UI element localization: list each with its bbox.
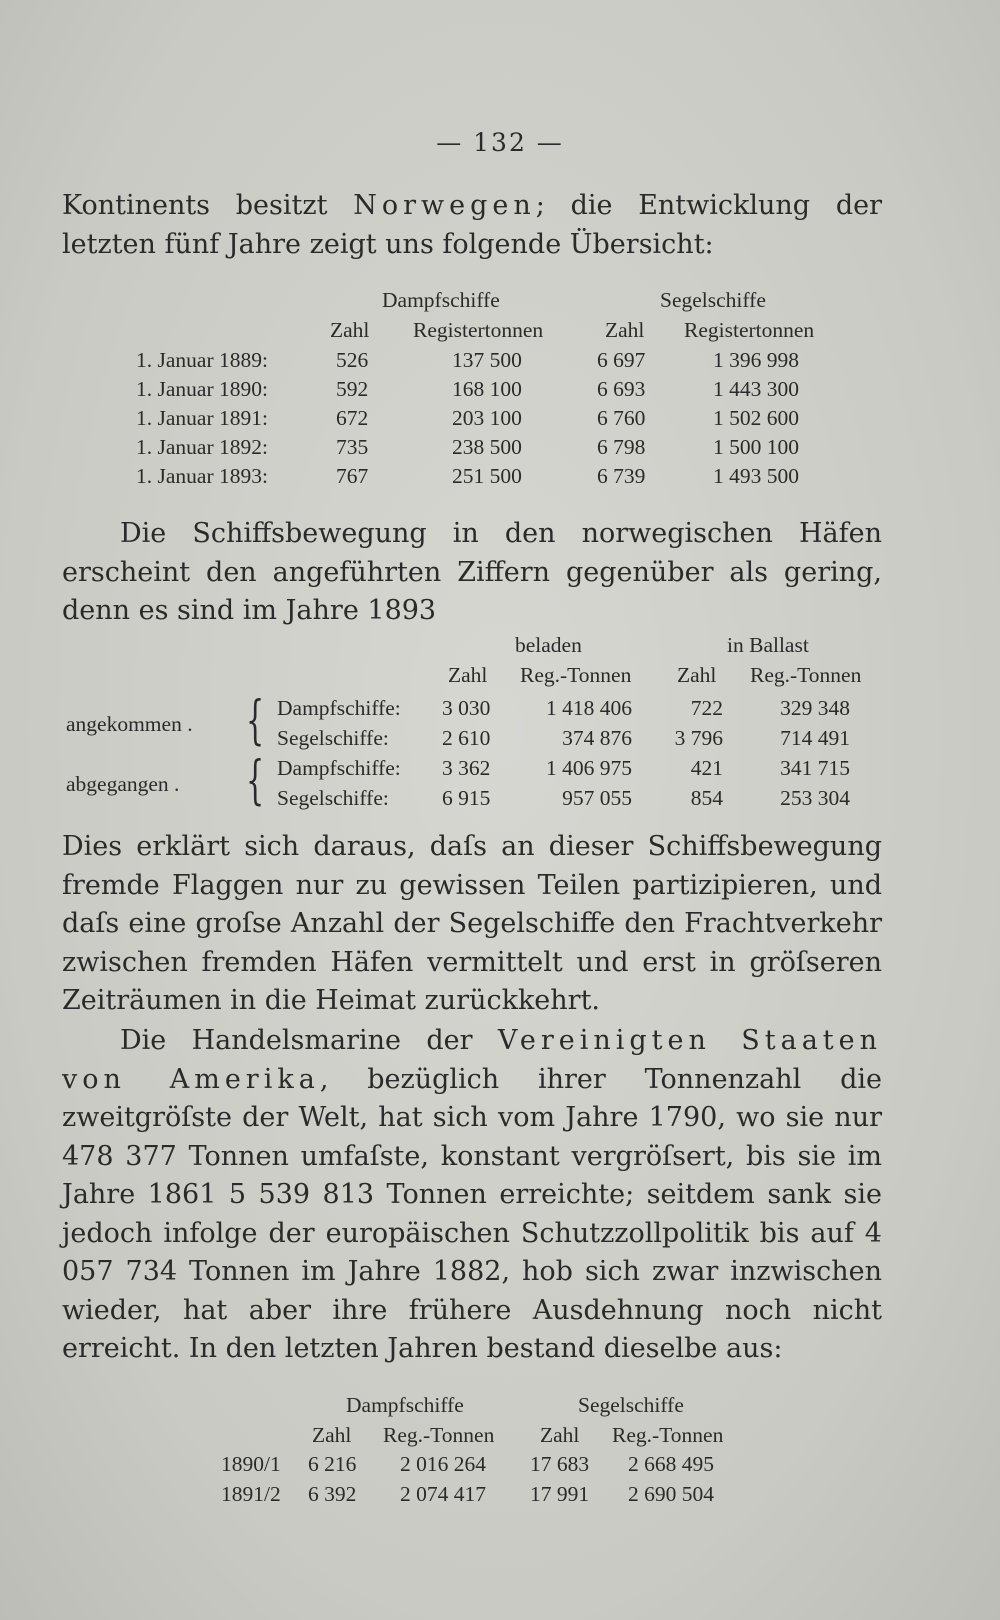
col-zahl: Zahl xyxy=(540,1423,580,1447)
header-dampfschiffe: Dampfschiffe xyxy=(346,1393,464,1417)
spaced-name-norwegen: Norwegen xyxy=(353,190,536,221)
col-zahl: Zahl xyxy=(448,663,488,687)
header-beladen: beladen xyxy=(515,633,582,657)
paragraph-1: Kontinents besitzt Norwegen; die Entwicklung der letzten fünf Jahre zeigt uns folgende Übersicht: xyxy=(62,190,882,260)
spaced-name-vereinigte-staaten: Vereinigten Staaten von Amerika xyxy=(62,1025,883,1095)
col-zahl: Zahl xyxy=(330,318,370,342)
group-label-abgegangen: abgegangen . xyxy=(66,772,180,796)
paragraph-4: Die Handelsmarine der Vereinigten Staaten von Amerika, bezüglich ihrer Tonnenzahl die zweitgröſste der Welt, hat sich vom Jahre 1790, wo sie nur 478 377 Tonnen umfaſste, konstant vergröſsert, bis sie im Jahre 1861 5 539 813 Tonnen erreichte; seitdem sank sie jedoch infolge der europäischen Schutzzollpolitik bis auf 4 057 734 Tonnen im Jahre 1882, hob sich zwar inzwischen wieder, hat aber ihre frühere Ausdehnung noch nicht erreicht. In den letzten Jahren bestand dieselbe aus: xyxy=(62,1025,883,1364)
header-segelschiffe: Segelschiffe xyxy=(660,288,766,312)
book-page: — 132 — Kontinents besitzt Norwegen; die Entwicklung der letzten fünf Jahre zeigt uns folgende Übersicht: Dampfschiffe Segelschiffe Zahl Registertonnen Zahl Registertonnen 1. Januar 1889: 526 137 500 6 697 1 396 998 1. Januar 1890: 592 168 100 6 693 1 443 300 1. Januar 1891: 672 203 100 6 760 1 502 600 1. Januar 1892: 735 238 500 6 798 1 500 100 1. Januar 1893: 767 251 500 6 739 1 493 500 Die Schiffsbewegung in den norwegischen Häfen erscheint den angeführten Ziffern gegenüber als gering, denn es sind im Jahre 1893 beladen in Ballast Zahl Reg.-Tonnen Zahl Reg.-Tonnen angekommen . { Dampfschiffe: 3 030 1 418 406 722 329 348 Segelschiffe: 2 610 374 876 3 796 714 491 abgegangen . { Dampfschiffe: 3 362 1 406 975 421 341 715 Segelschiffe: 6 915 957 055 854 253 304 Dies erklärt sich daraus, daſs an dieser Schiffsbewegung fremde Flaggen nur zu gewissen Teilen partizipieren, und daſs eine groſse Anzahl der Segelschiffe den Frachtverkehr zwischen fremden Häfen vermittelt und erst in gröſseren Zeiträumen in die Heimat zurückkehrt. Die Handelsmarine der Vereinigten Staaten von Amerika, bezüglich ihrer Tonnenzahl die zweitgröſste der Welt, hat sich vom Jahre 1790, wo sie nur 478 377 Tonnen umfaſste, konstant vergröſsert, bis sie im Jahre 1861 5 539 813 Tonnen erreichte; seitdem sank sie jedoch infolge der europäischen Schutzzollpolitik bis auf 4 057 734 Tonnen im Jahre 1882, hob sich zwar inzwischen wieder, hat aber ihre frühere Ausdehnung noch nicht erreicht. In den letzten Jahren bestand dieselbe aus: Dampfschiffe Segelschiffe Zahl Reg.-Tonnen Zahl Reg.-Tonnen 1890/1 6 216 2 016 264 17 683 2 668 495 1891/2 6 392 2 074 417 17 991 2 690 504 xyxy=(0,0,1000,1620)
page-number: — 132 — xyxy=(436,128,564,157)
col-reg-tonnen: Reg.-Tonnen xyxy=(612,1423,724,1447)
col-zahl: Zahl xyxy=(605,318,645,342)
col-reg-tonnen: Reg.-Tonnen xyxy=(383,1423,495,1447)
col-reg-tonnen: Reg.-Tonnen xyxy=(750,663,862,687)
header-in-ballast: in Ballast xyxy=(727,633,809,657)
paragraph-2: Die Schiffsbewegung in den norwegischen Häfen erscheint den angeführten Ziffern gegenüber als gering, denn es sind im Jahre 1893 xyxy=(62,518,882,626)
header-segelschiffe: Segelschiffe xyxy=(578,1393,684,1417)
col-zahl: Zahl xyxy=(312,1423,352,1447)
paragraph-3: Dies erklärt sich daraus, daſs an dieser Schiffsbewegung fremde Flaggen nur zu gewissen Teilen partizipieren, und daſs eine groſse Anzahl der Segelschiffe den Frachtverkehr zwischen fremden Häfen vermittelt und erst in gröſseren Zeiträumen in die Heimat zurückkehrt. xyxy=(62,831,882,1016)
col-registertonnen: Registertonnen xyxy=(413,318,544,342)
col-reg-tonnen: Reg.-Tonnen xyxy=(520,663,632,687)
header-dampfschiffe: Dampfschiffe xyxy=(382,288,500,312)
brace-icon: { xyxy=(246,691,265,751)
brace-icon: { xyxy=(246,751,265,811)
col-registertonnen: Registertonnen xyxy=(684,318,815,342)
group-label-angekommen: angekommen . xyxy=(66,712,193,736)
col-zahl: Zahl xyxy=(677,663,717,687)
